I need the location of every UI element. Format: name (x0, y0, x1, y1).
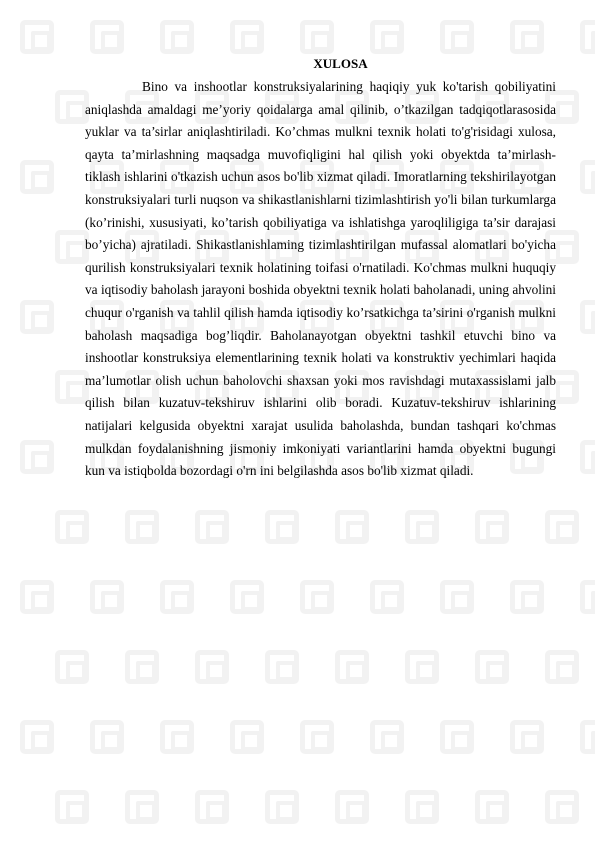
watermark-mark (300, 720, 334, 754)
watermark-mark (265, 790, 299, 824)
watermark-mark (55, 510, 89, 544)
watermark-mark (90, 720, 124, 754)
watermark-mark (90, 20, 124, 54)
watermark-mark (20, 160, 54, 194)
watermark-mark (475, 790, 509, 824)
watermark-mark (90, 580, 124, 614)
watermark-mark (160, 20, 194, 54)
watermark-mark (55, 230, 89, 264)
watermark-mark (510, 720, 544, 754)
watermark-mark (580, 300, 595, 334)
watermark-mark (510, 20, 544, 54)
watermark-mark (300, 20, 334, 54)
watermark-mark (55, 370, 89, 404)
watermark-mark (405, 650, 439, 684)
watermark-mark (195, 650, 229, 684)
watermark-mark (475, 510, 509, 544)
watermark-mark (475, 650, 509, 684)
watermark-mark (545, 650, 579, 684)
watermark-mark (545, 510, 579, 544)
watermark-mark (20, 300, 54, 334)
watermark-mark (405, 790, 439, 824)
watermark-mark (510, 580, 544, 614)
watermark-mark (230, 580, 264, 614)
watermark-mark (55, 90, 89, 124)
watermark-mark (125, 650, 159, 684)
watermark-mark (335, 650, 369, 684)
watermark-mark (370, 720, 404, 754)
document-title: XULOSA (313, 56, 368, 71)
watermark-mark (55, 650, 89, 684)
watermark-mark (230, 720, 264, 754)
watermark-mark (580, 20, 595, 54)
watermark-mark (335, 790, 369, 824)
watermark-mark (265, 650, 299, 684)
watermark-mark (160, 720, 194, 754)
watermark-mark (20, 580, 54, 614)
watermark-mark (125, 790, 159, 824)
watermark-mark (440, 720, 474, 754)
watermark-mark (545, 790, 579, 824)
watermark-mark (265, 510, 299, 544)
watermark-mark (230, 20, 264, 54)
watermark-mark (370, 580, 404, 614)
watermark-mark (20, 20, 54, 54)
watermark-mark (440, 20, 474, 54)
watermark-mark (195, 510, 229, 544)
watermark-mark (580, 720, 595, 754)
watermark-mark (195, 790, 229, 824)
watermark-mark (580, 440, 595, 474)
watermark-mark (405, 510, 439, 544)
watermark-mark (370, 20, 404, 54)
watermark-mark (580, 580, 595, 614)
watermark-mark (300, 580, 334, 614)
watermark-mark (335, 510, 369, 544)
watermark-mark (580, 160, 595, 194)
document-page (85, 56, 556, 483)
watermark-mark (160, 580, 194, 614)
watermark-mark (20, 440, 54, 474)
conclusion-paragraph: Bino va inshootlar konstruksiyalarining haqiqiy yuk ko'tarish qobiliyatini aniqlashda amaldagi me’yoriy qoidalarga amal qilinib, o’tkazilgan tadqiqotlarasosida yuklar va ta’sirlar aniqlashtiriladi. Ko’chmas mulkni texnik holati to'g'risidagi xulosa, qayta ta’mirlashning maqsadga muvofiqligini hal qilish yoki obyektda ta’mirlash-tiklash ishlarini o'tkazish uchun asos bo'lib xizmat qiladi. Imoratlarning tekshirilayotgan konstruksiyalari turli nuqson va shikastlanishlarni tizimlashtirish yo'li bilan turkumlarga (ko’rinishi, xususiyati, ko’tarish qobiliyatiga va ishlatishga yaroqliligiga ta’sir darajasi bo’yicha) ajratiladi. Shikastlanishlaming tizimlashtirilgan mufassal alomatlari bo'yicha qurilish konstruksiyalari texnik holatining toifasi o'rnatiladi. Ko'chmas mulkni huquqiy va iqtisodiy baholash jarayoni boshida obyektni texnik holati baholanadi, uning ahvolini chuqur o'rganish va tahlil qilish hamda iqtisodiy ko’rsatkichga ta’sirini o'rganish mulkni baholash maqsadiga bog’liqdir. Baholanayotgan obyektni tashkil etuvchi bino va inshootlar konstruksiya elementlarining texnik holati va konstruktiv yechimlari haqida ma’lumotlar olish uchun baholovchi shaxsan yoki mos ravishdagi mutaxassislami jalb qilish bilan kuzatuv-tekshiruv ishlarini olib boradi. Kuzatuv-tekshiruv ishlarining natijalari kelgusida obyektni xarajat usulida baholashda, bundan tashqari ko'chmas mulkdan foydalanishning jismoniy imkoniyati variantlarini hamda obyektni bugungi kun va istiqbolda bozordagi o'rn ini belgilashda asos bo'lib xizmat qiladi. (85, 79, 556, 479)
watermark-mark (125, 510, 159, 544)
watermark-mark (55, 790, 89, 824)
watermark-mark (440, 580, 474, 614)
watermark-mark (20, 720, 54, 754)
